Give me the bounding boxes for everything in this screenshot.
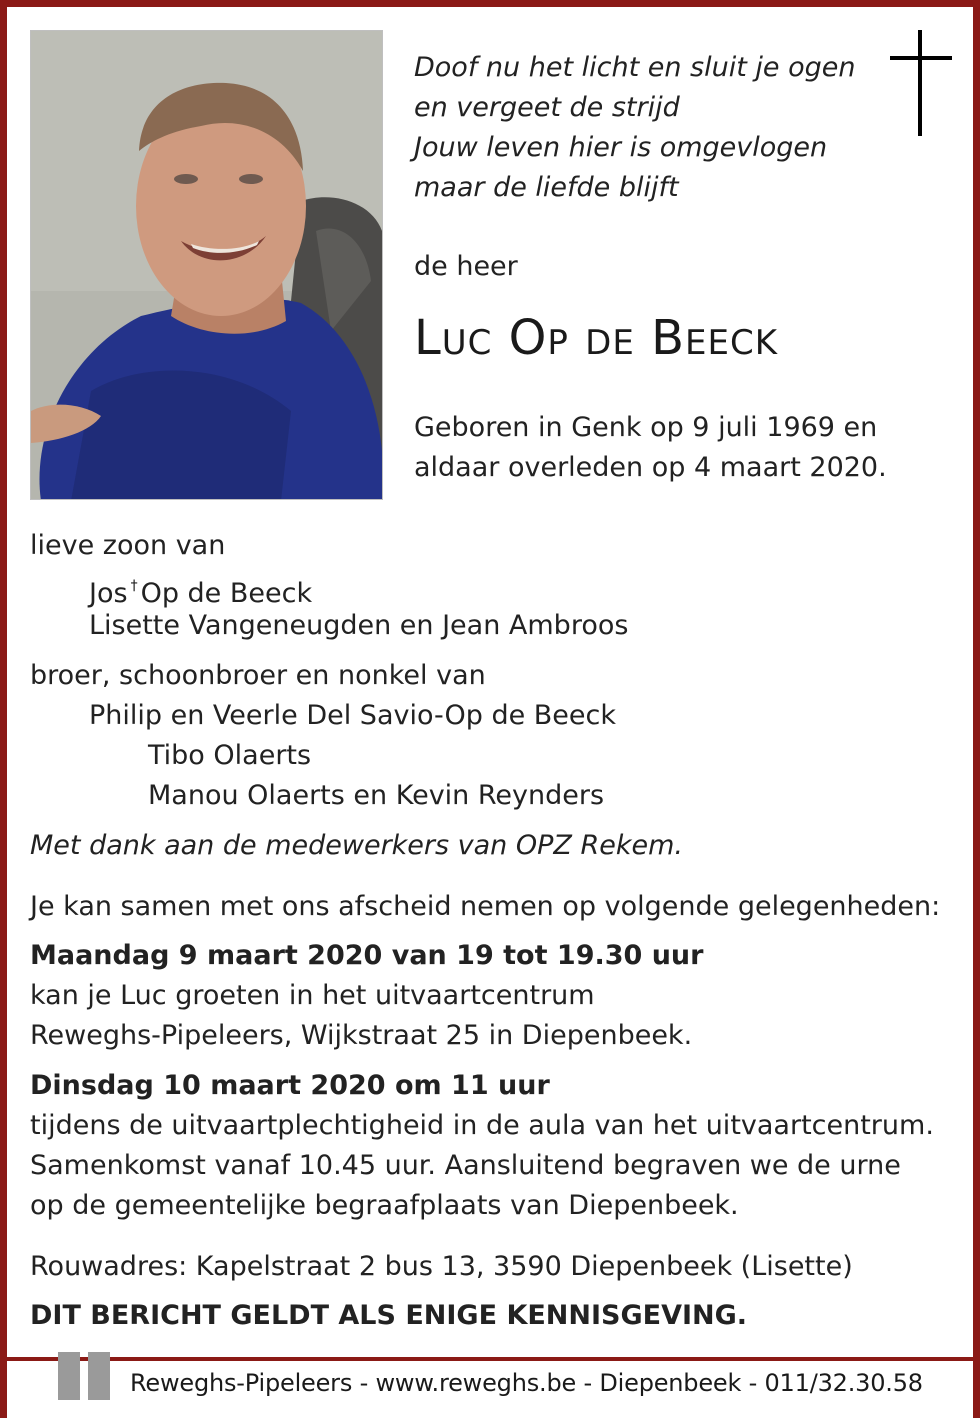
death-line: aldaar overleden op 4 maart 2020. — [414, 452, 887, 483]
deceased-name: Luc Op de Beeck — [414, 310, 779, 366]
cross-icon — [890, 30, 952, 136]
dagger-icon: † — [130, 578, 138, 594]
birth-line: Geboren in Genk op 9 juli 1969 en — [414, 412, 878, 443]
poem-line: en vergeet de strijd — [414, 92, 680, 123]
service-text: op de gemeentelijke begraafplaats van Diepenbeek. — [30, 1190, 739, 1221]
son-of-label: lieve zoon van — [30, 530, 226, 561]
funeral-home-info: Reweghs-Pipeleers - www.reweghs.be - Diepenbeek - 011/32.30.58 — [130, 1369, 923, 1397]
visitation-text: Reweghs-Pipeleers, Wijkstraat 25 in Diepenbeek. — [30, 1020, 693, 1051]
service-date: Dinsdag 10 maart 2020 om 11 uur — [30, 1070, 550, 1101]
father-last-name: Op de Beeck — [140, 578, 313, 609]
farewell-intro: Je kan samen met ons afscheid nemen op volgende gelegenheden: — [30, 891, 941, 922]
visitation-text: kan je Luc groeten in het uitvaartcentrum — [30, 980, 595, 1011]
mourning-address: Rouwadres: Kapelstraat 2 bus 13, 3590 Diepenbeek (Lisette) — [30, 1251, 853, 1282]
poem-line: Doof nu het licht en sluit je ogen — [414, 52, 856, 83]
memorial-poem — [414, 48, 874, 208]
thanks-note: Met dank aan de medewerkers van OPZ Rekem. — [30, 830, 683, 861]
funeral-home-logo — [58, 1352, 112, 1400]
sibling-entry: Tibo Olaerts — [148, 740, 312, 771]
deceased-title: de heer — [414, 251, 518, 282]
sibling-label: broer, schoonbroer en nonkel van — [30, 660, 486, 691]
sibling-entry: Philip en Veerle Del Savio-Op de Beeck — [89, 700, 617, 731]
visitation-date: Maandag 9 maart 2020 van 19 tot 19.30 uur — [30, 940, 704, 971]
mother-name: Lisette Vangeneugden en Jean Ambroos — [89, 610, 629, 641]
notice-statement: DIT BERICHT GELDT ALS ENIGE KENNISGEVING. — [30, 1300, 748, 1331]
poem-line: maar de liefde blijft — [414, 172, 679, 203]
poem-line: Jouw leven hier is omgevlogen — [414, 132, 828, 163]
service-text: tijdens de uitvaartplechtigheid in de aula van het uitvaartcentrum. — [30, 1110, 934, 1141]
service-text: Samenkomst vanaf 10.45 uur. Aansluitend begraven we de urne — [30, 1150, 901, 1181]
footer-divider — [0, 1357, 980, 1361]
portrait-photo — [30, 30, 383, 500]
sibling-entry: Manou Olaerts en Kevin Reynders — [148, 780, 605, 811]
father-first-name: Jos — [89, 578, 128, 609]
birth-death-dates — [414, 408, 887, 488]
